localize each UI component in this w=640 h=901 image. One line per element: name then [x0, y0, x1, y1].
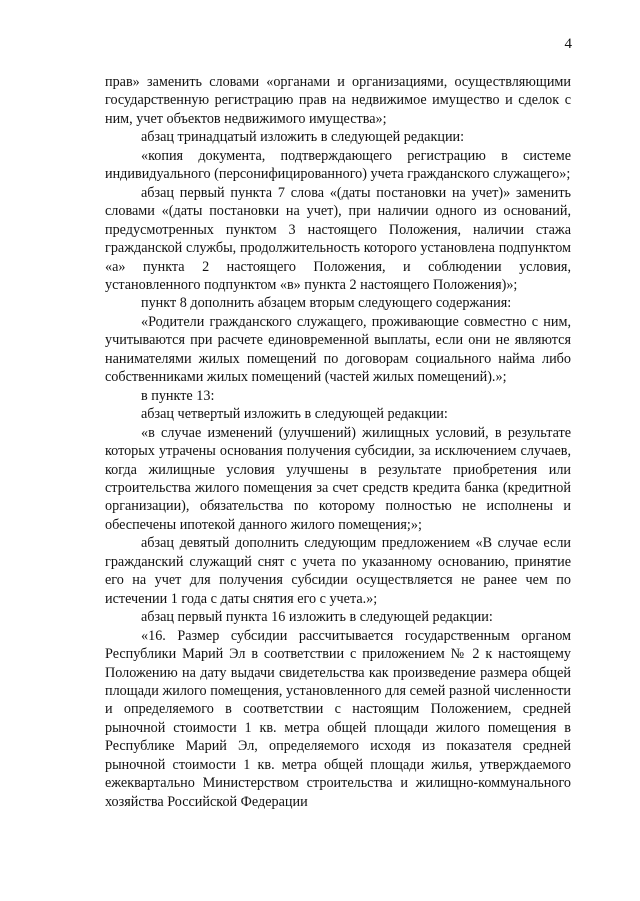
paragraph: «Родители гражданского служащего, проживающие совместно с ним, учитываются при расчете единовременной выплаты, если они не являются нанимателями жилых помещений по договорам социального найма либо собственниками жилых помещений (частей жилых помещений).»; — [105, 313, 571, 386]
paragraph: абзац первый пункта 16 изложить в следующей редакции: — [141, 609, 493, 626]
paragraph: «копия документа, подтверждающего регистрацию в системе индивидуального (персонифицированного) учета гражданского служащего»; — [105, 147, 571, 183]
paragraph: абзац первый пункта 7 слова «(даты постановки на учет)» заменить словами «(даты постановки на учет), при наличии одного из оснований, предусмотренных пунктом 3 настоящего Положения, наличии стажа гражданской службы, продолжительность которого установлена подпунктом «а» пункта 2 настоящего Положения, и соблюдении условия, установленного подпунктом «в» пункта 2 настоящего Положения)»; — [105, 184, 571, 293]
paragraph: прав» заменить словами «органами и организациями, осуществляющими государственную регистрацию прав на недвижимое имущество и сделок с ним, учет объектов недвижимого имущества»; — [105, 74, 571, 127]
page-number: 4 — [564, 36, 572, 52]
paragraph: абзац четвертый изложить в следующей редакции: — [141, 406, 448, 423]
document-body — [105, 73, 571, 811]
paragraph: в пункте 13: — [141, 387, 215, 404]
paragraph: «16. Размер субсидии рассчитывается государственным органом Республики Марий Эл в соответствии с приложением № 2 к настоящему Положению на дату выдачи свидетельства как произведение размера общей площади жилого помещения, установленного для семей разной численности и определяемого в соответствии с настоящим Положением, средней рыночной стоимости 1 кв. метра общей площади жилого помещения в Республике Марий Эл, определяемого исходя из показателя средней рыночной стоимости 1 кв. метра общей площади жилья, утверждаемого ежеквартально Министерством строительства и жилищно-коммунального хозяйства Российской Федерации — [105, 627, 571, 810]
paragraph: пункт 8 дополнить абзацем вторым следующего содержания: — [141, 295, 512, 312]
paragraph: «в случае изменений (улучшений) жилищных условий, в результате которых утрачены основания получения субсидии, за исключением случаев, когда жилищные условия улучшены в результате приобретения или строительства жилого помещения за счет средств кредита банка (кредитной организации), обязательства по которому полностью не исполнены и обеспечены ипотекой данного жилого помещения;»; — [105, 424, 571, 533]
paragraph: абзац тринадцатый изложить в следующей редакции: — [141, 129, 465, 146]
paragraph: абзац девятый дополнить следующим предложением «В случае если гражданский служащий снят с учета по указанному основанию, принятие его на учет для получения субсидии осуществляется не ранее чем по истечении 1 года с даты снятия его с учета.»; — [105, 535, 571, 607]
